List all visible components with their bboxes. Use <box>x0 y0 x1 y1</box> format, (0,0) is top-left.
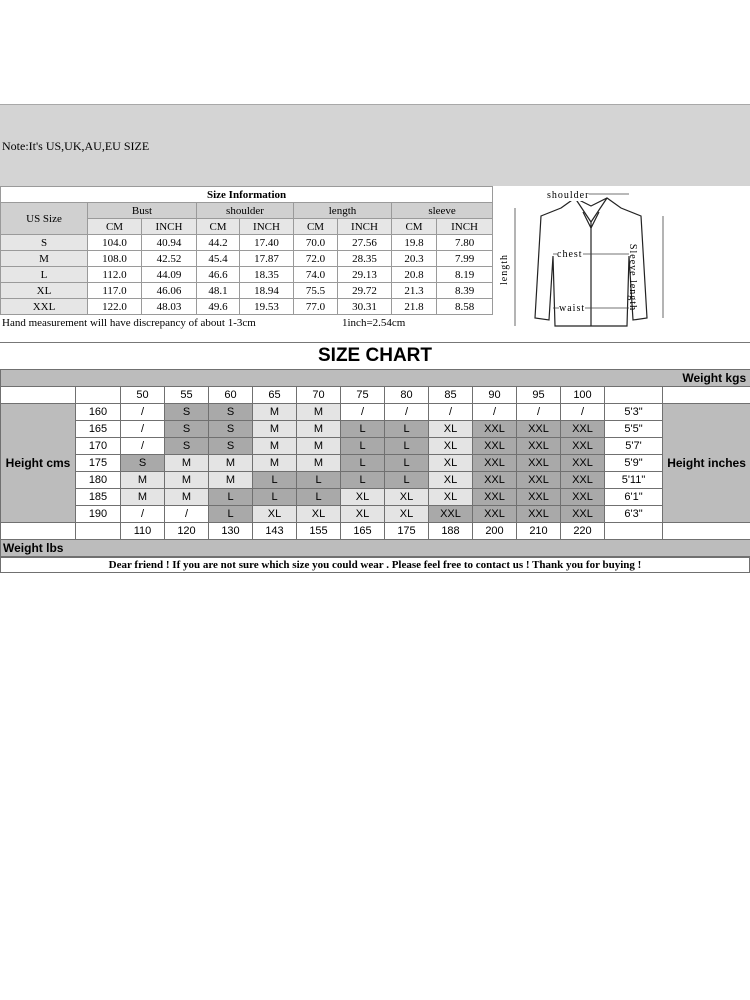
size-cell: XL <box>429 438 473 455</box>
size-cell: XXL <box>517 472 561 489</box>
size-chart <box>0 342 750 573</box>
table-row <box>1 251 493 267</box>
measurement-footnote: Hand measurement will have discrepancy of about 1-3cm <box>2 317 256 329</box>
diagram-label-shoulder: shoulder <box>547 190 590 201</box>
size-cell: XXL <box>473 421 517 438</box>
lb-value: 110 <box>121 523 165 540</box>
size-cell: / <box>121 404 165 421</box>
measurement-cell: 21.8 <box>392 299 437 315</box>
lb-value: 165 <box>341 523 385 540</box>
group-header-sleeve: sleeve <box>392 203 493 219</box>
height-inch-value: 5'3" <box>605 404 663 421</box>
size-cell: S <box>209 421 253 438</box>
size-cell: M <box>297 455 341 472</box>
unit-header: CM <box>88 219 142 235</box>
size-cell: M <box>253 421 297 438</box>
size-cell: S <box>165 404 209 421</box>
unit-header: INCH <box>437 219 493 235</box>
size-cell: M <box>165 455 209 472</box>
kg-value: 100 <box>561 387 605 404</box>
size-cell: L <box>341 421 385 438</box>
size-cell: XXL <box>517 438 561 455</box>
size-cell: XXL <box>561 506 605 523</box>
kg-header-row <box>1 387 750 404</box>
size-label: S <box>1 235 88 251</box>
size-cell: XXL <box>517 489 561 506</box>
measurement-cell: 112.0 <box>88 267 142 283</box>
size-cell: XXL <box>473 472 517 489</box>
measurement-cell: 19.8 <box>392 235 437 251</box>
table-row <box>1 455 750 472</box>
kg-value: 90 <box>473 387 517 404</box>
size-cell: M <box>209 455 253 472</box>
height-inch-value: 6'3" <box>605 506 663 523</box>
table-row <box>1 438 750 455</box>
size-cell: / <box>165 506 209 523</box>
measurement-cell: 17.40 <box>240 235 294 251</box>
size-cell: / <box>561 404 605 421</box>
table-row <box>1 235 493 251</box>
table-row <box>1 489 750 506</box>
weight-lbs-label: Weight lbs <box>1 540 750 557</box>
size-cell: L <box>341 472 385 489</box>
corner-cell <box>1 523 76 540</box>
height-inch-value: 5'7' <box>605 438 663 455</box>
unit-header: INCH <box>338 219 392 235</box>
measurement-cell: 20.3 <box>392 251 437 267</box>
height-inch-value: 5'9" <box>605 455 663 472</box>
lb-value: 220 <box>561 523 605 540</box>
measurement-cell: 7.99 <box>437 251 493 267</box>
size-cell: XL <box>429 489 473 506</box>
group-header-shoulder: shoulder <box>197 203 294 219</box>
corner-cell <box>605 523 663 540</box>
corner-cell <box>605 387 663 404</box>
table-row <box>1 283 493 299</box>
size-cell: XXL <box>517 506 561 523</box>
size-cell: XXL <box>473 438 517 455</box>
corner-cell <box>1 387 76 404</box>
size-chart-title: SIZE CHART <box>0 342 750 369</box>
table-row <box>1 299 493 315</box>
size-cell: XXL <box>517 421 561 438</box>
kg-value: 95 <box>517 387 561 404</box>
unit-header: CM <box>294 219 338 235</box>
measurement-cell: 18.35 <box>240 267 294 283</box>
size-cell: / <box>121 438 165 455</box>
lb-value: 210 <box>517 523 561 540</box>
size-label: XL <box>1 283 88 299</box>
size-label: M <box>1 251 88 267</box>
kg-value: 75 <box>341 387 385 404</box>
size-cell: S <box>209 404 253 421</box>
size-cell: / <box>473 404 517 421</box>
size-cell: L <box>385 421 429 438</box>
size-cell: XL <box>297 506 341 523</box>
lb-value: 200 <box>473 523 517 540</box>
shirt-outline-icon <box>493 186 750 338</box>
table-row <box>1 421 750 438</box>
size-cell: M <box>253 404 297 421</box>
measurement-cell: 75.5 <box>294 283 338 299</box>
note-band <box>0 104 750 186</box>
diagram-label-sleeve-length: Sleeve length <box>627 243 639 312</box>
measurement-cell: 46.6 <box>197 267 240 283</box>
measurement-cell: 28.35 <box>338 251 392 267</box>
measurement-cell: 8.58 <box>437 299 493 315</box>
measurement-cell: 77.0 <box>294 299 338 315</box>
size-cell: M <box>165 489 209 506</box>
diagram-label-chest: chest <box>557 249 583 260</box>
measurement-cell: 104.0 <box>88 235 142 251</box>
size-cell: XL <box>385 489 429 506</box>
height-cms-label: Height cms <box>1 404 76 523</box>
size-cell: L <box>253 489 297 506</box>
height-cm-value: 180 <box>76 472 121 489</box>
lb-value: 175 <box>385 523 429 540</box>
shirt-measurement-diagram <box>493 186 750 338</box>
size-cell: L <box>341 455 385 472</box>
closing-message: Dear friend ! If you are not sure which size you could wear . Please feel free to contact us ! Thank you for buying ! <box>0 557 750 573</box>
size-info-title: Size Information <box>1 187 493 203</box>
size-cell: XXL <box>561 489 605 506</box>
height-cm-value: 185 <box>76 489 121 506</box>
size-cell: / <box>341 404 385 421</box>
kg-value: 85 <box>429 387 473 404</box>
size-cell: S <box>209 438 253 455</box>
measurement-cell: 117.0 <box>88 283 142 299</box>
size-cell: M <box>297 404 341 421</box>
size-cell: XXL <box>429 506 473 523</box>
size-cell: L <box>253 472 297 489</box>
measurement-cell: 27.56 <box>338 235 392 251</box>
corner-cell <box>76 523 121 540</box>
measurement-cell: 44.09 <box>142 267 197 283</box>
height-cm-value: 175 <box>76 455 121 472</box>
measurement-cell: 21.3 <box>392 283 437 299</box>
size-cell: M <box>253 438 297 455</box>
kg-value: 55 <box>165 387 209 404</box>
height-inch-value: 5'5" <box>605 421 663 438</box>
kg-value: 50 <box>121 387 165 404</box>
measurement-cell: 30.31 <box>338 299 392 315</box>
measurement-cell: 20.8 <box>392 267 437 283</box>
size-cell: XXL <box>473 455 517 472</box>
lb-value: 155 <box>297 523 341 540</box>
size-cell: M <box>121 489 165 506</box>
kg-value: 65 <box>253 387 297 404</box>
measurement-cell: 44.2 <box>197 235 240 251</box>
size-cell: XXL <box>561 472 605 489</box>
weight-kgs-label: Weight kgs <box>1 370 750 387</box>
table-row <box>1 404 750 421</box>
size-cell: L <box>385 472 429 489</box>
size-cell: L <box>209 506 253 523</box>
measurement-cell: 40.94 <box>142 235 197 251</box>
size-cell: / <box>121 506 165 523</box>
table-row <box>1 506 750 523</box>
size-information-table <box>0 186 492 333</box>
measurement-cell: 45.4 <box>197 251 240 267</box>
size-cell: XL <box>253 506 297 523</box>
measurement-cell: 74.0 <box>294 267 338 283</box>
lb-value: 143 <box>253 523 297 540</box>
measurement-cell: 48.1 <box>197 283 240 299</box>
size-cell: L <box>209 489 253 506</box>
size-cell: / <box>385 404 429 421</box>
kg-value: 80 <box>385 387 429 404</box>
measurement-cell: 122.0 <box>88 299 142 315</box>
kg-value: 60 <box>209 387 253 404</box>
size-cell: M <box>209 472 253 489</box>
height-inches-label: Height inches <box>663 404 750 523</box>
lb-value: 188 <box>429 523 473 540</box>
size-cell: L <box>297 472 341 489</box>
measurement-cell: 48.03 <box>142 299 197 315</box>
measurement-cell: 8.39 <box>437 283 493 299</box>
lbs-row <box>1 523 750 540</box>
corner-cell <box>76 387 121 404</box>
size-cell: XL <box>341 489 385 506</box>
height-inch-value: 5'11" <box>605 472 663 489</box>
size-cell: L <box>385 438 429 455</box>
size-cell: XL <box>429 421 473 438</box>
size-cell: XXL <box>561 421 605 438</box>
size-cell: XL <box>341 506 385 523</box>
measurement-cell: 19.53 <box>240 299 294 315</box>
diagram-label-waist: waist <box>559 303 586 314</box>
height-cm-value: 170 <box>76 438 121 455</box>
measurement-cell: 72.0 <box>294 251 338 267</box>
size-cell: XXL <box>473 489 517 506</box>
measurement-cell: 7.80 <box>437 235 493 251</box>
kg-value: 70 <box>297 387 341 404</box>
size-cell: S <box>165 438 209 455</box>
measurement-cell: 8.19 <box>437 267 493 283</box>
size-cell: S <box>165 421 209 438</box>
size-cell: XL <box>429 472 473 489</box>
height-cm-value: 165 <box>76 421 121 438</box>
size-cell: L <box>385 455 429 472</box>
size-cell: M <box>253 455 297 472</box>
size-cell: / <box>121 421 165 438</box>
lb-value: 130 <box>209 523 253 540</box>
size-cell: S <box>121 455 165 472</box>
size-cell: L <box>297 489 341 506</box>
size-cell: XXL <box>517 455 561 472</box>
unit-header: INCH <box>240 219 294 235</box>
unit-header: CM <box>392 219 437 235</box>
inch-conversion: 1inch=2.54cm <box>342 317 406 329</box>
measurement-cell: 42.52 <box>142 251 197 267</box>
size-cell: / <box>429 404 473 421</box>
size-label: L <box>1 267 88 283</box>
group-header-length: length <box>294 203 392 219</box>
measurement-cell: 29.72 <box>338 283 392 299</box>
size-label: XXL <box>1 299 88 315</box>
unit-header: INCH <box>142 219 197 235</box>
table-row <box>1 267 493 283</box>
group-header-bust: Bust <box>88 203 197 219</box>
corner-cell <box>663 387 750 404</box>
measurement-cell: 70.0 <box>294 235 338 251</box>
size-cell: XXL <box>561 438 605 455</box>
measurement-cell: 18.94 <box>240 283 294 299</box>
lb-value: 120 <box>165 523 209 540</box>
measurement-cell: 29.13 <box>338 267 392 283</box>
us-size-header: US Size <box>1 203 88 235</box>
height-inch-value: 6'1" <box>605 489 663 506</box>
measurement-cell: 49.6 <box>197 299 240 315</box>
size-cell: XXL <box>561 455 605 472</box>
size-info-grid <box>0 186 493 315</box>
size-cell: M <box>165 472 209 489</box>
unit-header: CM <box>197 219 240 235</box>
size-cell: M <box>121 472 165 489</box>
corner-cell <box>663 523 750 540</box>
size-cell: M <box>297 438 341 455</box>
table-row <box>1 472 750 489</box>
size-info-footer <box>0 315 492 333</box>
measurement-cell: 17.87 <box>240 251 294 267</box>
size-cell: / <box>517 404 561 421</box>
size-cell: L <box>341 438 385 455</box>
size-cell: XL <box>429 455 473 472</box>
size-region-note: Note:It's US,UK,AU,EU SIZE <box>2 139 150 153</box>
height-cm-value: 160 <box>76 404 121 421</box>
measurement-cell: 108.0 <box>88 251 142 267</box>
size-cell: M <box>297 421 341 438</box>
size-cell: XXL <box>473 506 517 523</box>
height-cm-value: 190 <box>76 506 121 523</box>
size-cell: XL <box>385 506 429 523</box>
measurement-cell: 46.06 <box>142 283 197 299</box>
size-chart-grid <box>0 369 750 557</box>
diagram-label-length: length <box>499 254 510 285</box>
